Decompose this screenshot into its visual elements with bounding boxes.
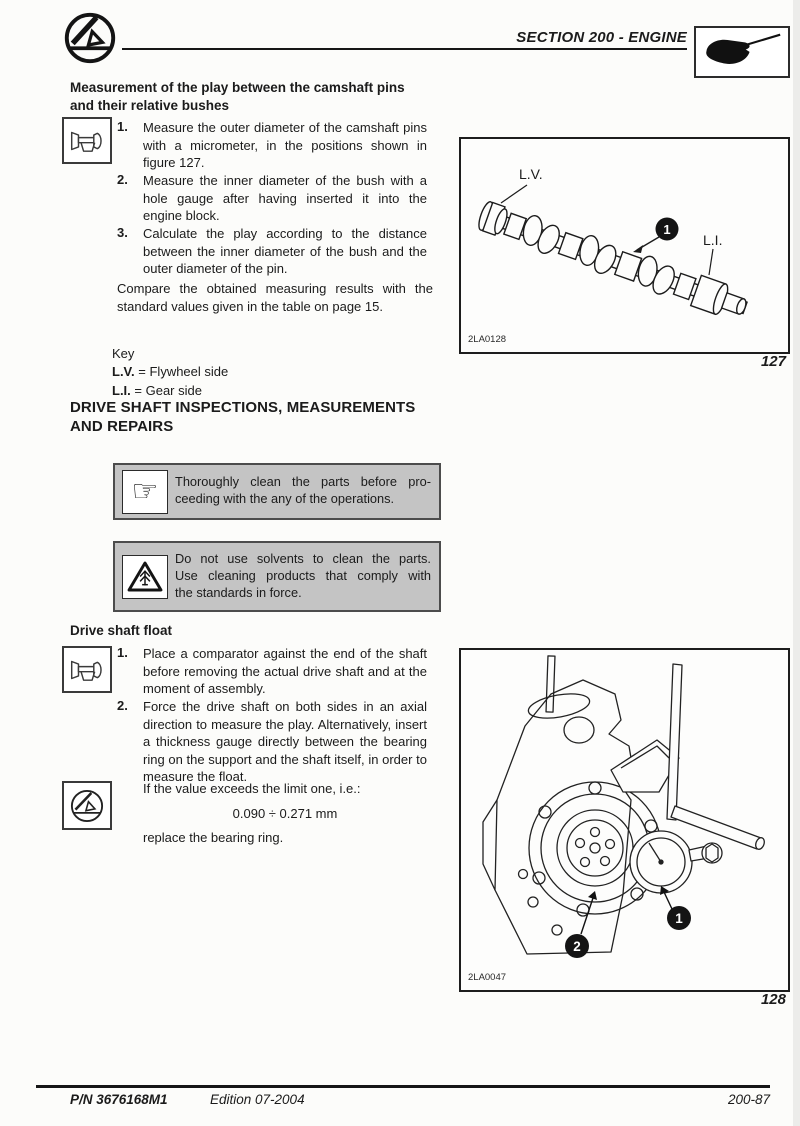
label-lv: L.V.: [519, 166, 543, 182]
balloon-1-label: 1: [675, 911, 683, 926]
note-text: [175, 551, 431, 601]
figure-128: [459, 648, 790, 992]
footer-part-number: P/N 3676168M1: [70, 1092, 168, 1107]
step-number: 1.: [117, 645, 128, 660]
balloon-2-label: 2: [573, 939, 581, 954]
footer-edition: Edition 07-2004: [210, 1092, 305, 1107]
figure-code: 2LA0047: [468, 972, 507, 983]
step-text: Force the drive shaft on both sides in an axial direction to measure the play. Alternatively, insert a thickness gauge directly between the bearing ring on the support and the shaft itself, in order to measure the float.: [143, 699, 427, 785]
figure-key: [112, 345, 228, 400]
step-number: 1.: [117, 119, 128, 134]
key-meaning: = Flywheel side: [138, 364, 229, 380]
note-line: Thoroughly clean the parts before pro-: [175, 474, 431, 489]
landini-logo-icon: [62, 781, 112, 830]
landini-logo-icon: [62, 11, 118, 65]
note-line: Do not use solvents to clean the parts.: [175, 551, 431, 566]
step-text: Measure the outer diameter of the camshaft pins with a micrometer, in the positions shown in figure 127.: [143, 120, 427, 171]
key-meaning: = Gear side: [134, 382, 202, 398]
key-title: Key: [112, 346, 135, 361]
step-number: 2.: [117, 172, 128, 187]
section-title: SECTION 200 - ENGINE: [516, 29, 687, 46]
engine-block-drawing: [461, 650, 788, 990]
note-box-clean: [113, 463, 441, 520]
header-rule: [122, 48, 687, 50]
figure-127: [459, 137, 790, 354]
figure-127-number: 127: [760, 353, 786, 370]
footer-rule: [36, 1085, 770, 1088]
camshaft-drawing: [461, 139, 788, 352]
key-item: [112, 363, 228, 381]
step-text: Place a comparator against the end of the shaft before removing the actual drive shaft and at the moment of assembly.: [143, 646, 427, 697]
micrometer-icon: [62, 117, 112, 164]
figure-code: 2LA0128: [468, 334, 507, 345]
pointing-hand-icon: [694, 26, 790, 78]
label-li: L.I.: [703, 232, 723, 248]
micrometer-icon: [62, 646, 112, 693]
scan-edge-shadow: [793, 0, 800, 1126]
step-text: Calculate the play according to the distance between the inner diameter of the bush and the outer diameter of the pin.: [143, 226, 427, 277]
limit-intro: If the value exceeds the limit one, i.e.:: [143, 781, 361, 796]
step-number: 3.: [117, 225, 128, 240]
note-text: [175, 474, 431, 508]
camshaft-heading: Measurement of the play between the camshaft pins and their relative bushes: [70, 80, 405, 113]
note-box-solvents: [113, 541, 441, 612]
hand-glyph: ☞: [131, 474, 159, 508]
compare-paragraph: Compare the obtained measuring results with the standard values given in the table on page 15.: [117, 281, 433, 314]
balloon-1-label: 1: [663, 222, 671, 237]
warning-triangle-icon: [122, 555, 168, 599]
footer-page-number: 200-87: [727, 1092, 770, 1107]
figure-128-number: 128: [760, 991, 786, 1008]
driveshaft-subheading: Drive shaft float: [70, 623, 173, 638]
key-abbr: L.V.: [112, 364, 135, 380]
driveshaft-heading: DRIVE SHAFT INSPECTIONS, MEASUREMENTS AND REPAIRS: [70, 399, 416, 435]
step-number: 2.: [117, 698, 128, 713]
step-text: Measure the inner diameter of the bush with a hole gauge after having inserted it into the engine block.: [143, 173, 427, 224]
pointing-hand-icon: [122, 470, 168, 514]
note-line: the standards in force.: [175, 584, 302, 600]
limit-outro: replace the bearing ring.: [143, 830, 284, 845]
note-line: ceeding with the any of the operations.: [175, 490, 395, 506]
limit-value: 0.090 ÷ 0.271 mm: [232, 806, 338, 821]
key-abbr: L.I.: [112, 382, 131, 398]
note-line: Use cleaning products that comply with: [175, 567, 431, 583]
